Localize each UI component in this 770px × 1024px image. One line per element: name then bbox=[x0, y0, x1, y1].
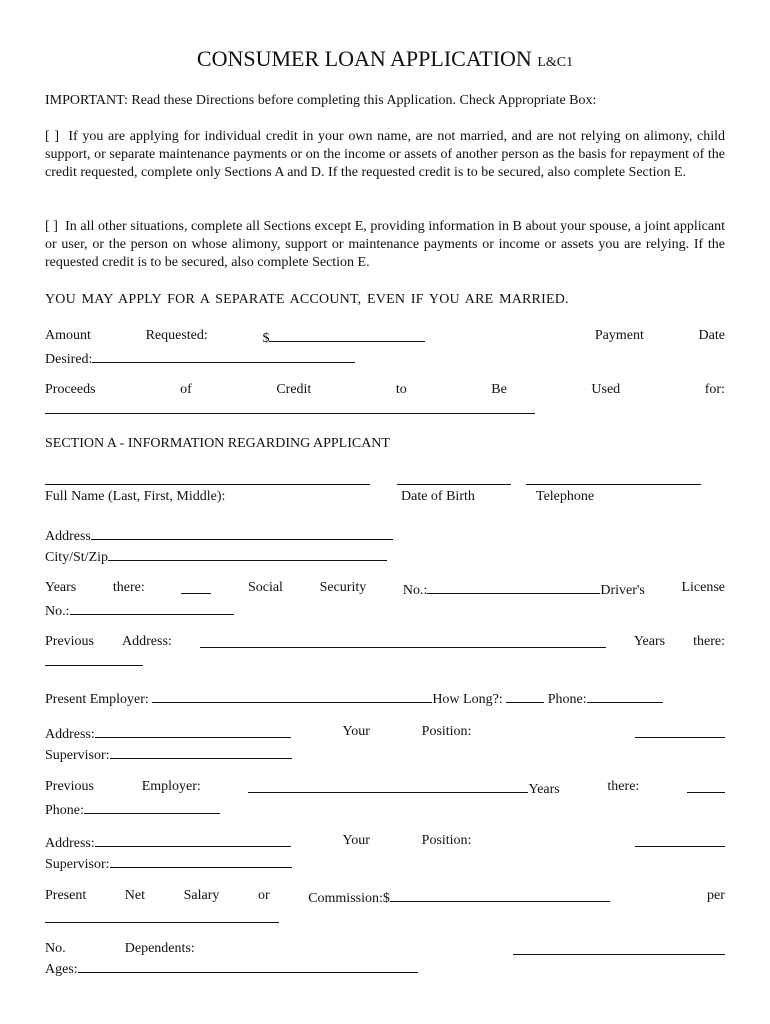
license-label: License bbox=[681, 580, 725, 595]
prev-employer-label-2: Employer: bbox=[141, 779, 201, 794]
prev-address-label-2: Address: bbox=[122, 634, 172, 649]
telephone-label: Telephone bbox=[536, 489, 595, 504]
dollar-sign: $ bbox=[262, 331, 270, 346]
prev-employer-address-label: Address: bbox=[45, 836, 95, 851]
employer-address-row bbox=[45, 723, 725, 765]
prev-supervisor-field[interactable] bbox=[110, 853, 292, 868]
prev-employer-label-1: Previous bbox=[45, 779, 94, 794]
previous-address-field[interactable] bbox=[200, 633, 606, 648]
salary-period-field[interactable] bbox=[45, 908, 279, 923]
ages-field[interactable] bbox=[78, 958, 418, 973]
option-other-text: In all other situations, complete all Sections except E, providing information in B about your spouse, a joint applicant or user, or the person on whose alimony, support or maintenance payments or income or assets you are relying. If the requested credit is to be secured, also complete Section E. bbox=[45, 219, 725, 270]
proceeds-label-3: Credit bbox=[276, 382, 312, 397]
present-employer-row bbox=[45, 688, 725, 709]
license-no-label: No.: bbox=[45, 604, 70, 619]
important-directions: IMPORTANT: Read these Directions before completing this Application. Check Appropriate Box: bbox=[45, 93, 597, 108]
prev-address-label-1: Previous bbox=[45, 634, 94, 649]
form-title bbox=[45, 46, 725, 72]
title-text: CONSUMER LOAN APPLICATION bbox=[196, 46, 532, 71]
how-long-label: How Long?: bbox=[432, 692, 503, 707]
proceeds-label-4: to bbox=[395, 382, 407, 397]
city-field[interactable] bbox=[108, 546, 387, 561]
position-field[interactable] bbox=[635, 723, 725, 738]
prev-employer-phone-label: Phone: bbox=[45, 803, 84, 818]
address-block bbox=[45, 525, 725, 567]
proceeds-label-5: Be bbox=[491, 382, 507, 397]
date-label: Date bbox=[698, 328, 725, 343]
phone-label: Phone: bbox=[547, 692, 587, 707]
payment-date-field[interactable] bbox=[92, 348, 355, 363]
ssn-field[interactable] bbox=[427, 579, 600, 594]
position-label: Position: bbox=[421, 724, 472, 739]
separate-account-notice: YOU MAY APPLY FOR A SEPARATE ACCOUNT, EVEN IF YOU ARE MARRIED. bbox=[45, 292, 569, 307]
per-label: per bbox=[707, 888, 725, 903]
previous-address-row bbox=[45, 633, 725, 672]
dependents-field[interactable] bbox=[513, 940, 725, 955]
previous-employer-row bbox=[45, 778, 725, 820]
ssn-label: No.: bbox=[402, 583, 428, 598]
option-individual-text: If you are applying for individual credit in your own name, are not married, and are not relying on alimony, child support, or separate maintenance payments or on the income or assets of another person as the basis for repayment of the credit requested, complete only Sections A and D. If the requested credit is to be secured, also complete Section E. bbox=[45, 129, 726, 180]
city-label: City/St/Zip bbox=[45, 550, 109, 565]
prev-supervisor-label: Supervisor: bbox=[45, 857, 110, 872]
proceeds-field[interactable] bbox=[45, 399, 535, 414]
proceeds-label-1: Proceeds bbox=[45, 382, 96, 397]
prev-employer-phone-field[interactable] bbox=[84, 799, 220, 814]
payment-label: Payment bbox=[594, 328, 644, 343]
prev-position-label: Position: bbox=[421, 833, 472, 848]
ages-label: Ages: bbox=[45, 962, 78, 977]
amount-requested-field[interactable] bbox=[269, 327, 425, 342]
date-of-birth-field[interactable] bbox=[397, 484, 511, 485]
amount-label-1: Amount bbox=[45, 328, 91, 343]
salary-label-1: Present bbox=[45, 888, 87, 903]
your-label: Your bbox=[342, 724, 370, 739]
prev-years-label-1: Years bbox=[633, 634, 666, 649]
option-other-situations bbox=[45, 218, 725, 272]
supervisor-field[interactable] bbox=[110, 744, 292, 759]
full-name-field[interactable] bbox=[45, 484, 370, 485]
prev-position-field[interactable] bbox=[635, 832, 725, 847]
prev-employer-there-label: there: bbox=[607, 779, 640, 794]
address-label: Address bbox=[45, 529, 91, 544]
security-label: Security bbox=[319, 580, 367, 595]
proceeds-label-6: Used bbox=[591, 382, 621, 397]
prev-employer-address-field[interactable] bbox=[95, 832, 291, 847]
section-a-heading: SECTION A - INFORMATION REGARDING APPLICANT bbox=[45, 436, 390, 451]
previous-employer-field[interactable] bbox=[248, 778, 528, 793]
how-long-field[interactable] bbox=[506, 688, 544, 703]
dependents-row bbox=[45, 940, 725, 979]
employer-phone-field[interactable] bbox=[587, 688, 663, 703]
supervisor-label: Supervisor: bbox=[45, 748, 110, 763]
dependents-label-2: Dependents: bbox=[124, 941, 195, 956]
years-there-field[interactable] bbox=[181, 579, 211, 594]
proceeds-label-7: for: bbox=[704, 382, 725, 397]
proceeds-row bbox=[45, 381, 725, 420]
amount-requested-row bbox=[45, 327, 725, 369]
proceeds-label-2: of bbox=[180, 382, 192, 397]
address-field[interactable] bbox=[91, 525, 393, 540]
salary-field[interactable] bbox=[390, 887, 610, 902]
prev-your-label: Your bbox=[342, 833, 370, 848]
option-individual-credit bbox=[45, 128, 725, 182]
social-label: Social bbox=[247, 580, 283, 595]
years-label-2: there: bbox=[112, 580, 145, 595]
desired-label: Desired: bbox=[45, 352, 93, 367]
present-employer-field[interactable] bbox=[152, 688, 432, 703]
employer-address-label: Address: bbox=[45, 727, 95, 742]
checkbox-other[interactable]: [ ] bbox=[45, 219, 58, 234]
dependents-label-1: No. bbox=[45, 941, 66, 956]
amount-label-2: Requested: bbox=[145, 328, 208, 343]
salary-label-3: Salary bbox=[183, 888, 220, 903]
prev-employer-years-label: Years bbox=[528, 782, 560, 797]
prev-employer-address-row bbox=[45, 832, 725, 874]
salary-label-4: or bbox=[257, 888, 270, 903]
checkbox-individual[interactable]: [ ] bbox=[45, 129, 59, 144]
date-of-birth-label: Date of Birth bbox=[401, 489, 475, 504]
employer-address-field[interactable] bbox=[95, 723, 291, 738]
license-field[interactable] bbox=[70, 600, 234, 615]
full-name-label: Full Name (Last, First, Middle): bbox=[45, 489, 226, 504]
years-label-1: Years bbox=[45, 580, 77, 595]
telephone-field[interactable] bbox=[526, 484, 701, 485]
prev-years-label-2: there: bbox=[693, 634, 725, 649]
salary-label-2: Net bbox=[124, 888, 146, 903]
salary-row bbox=[45, 887, 725, 929]
commission-label: Commission:$ bbox=[308, 891, 390, 906]
present-employer-label: Present Employer: bbox=[45, 692, 153, 707]
drivers-label: Driver's bbox=[600, 583, 645, 598]
previous-years-field[interactable] bbox=[45, 651, 143, 666]
years-ssn-row bbox=[45, 579, 725, 621]
prev-employer-years-field[interactable] bbox=[687, 778, 725, 793]
form-code: L&C1 bbox=[537, 55, 574, 70]
